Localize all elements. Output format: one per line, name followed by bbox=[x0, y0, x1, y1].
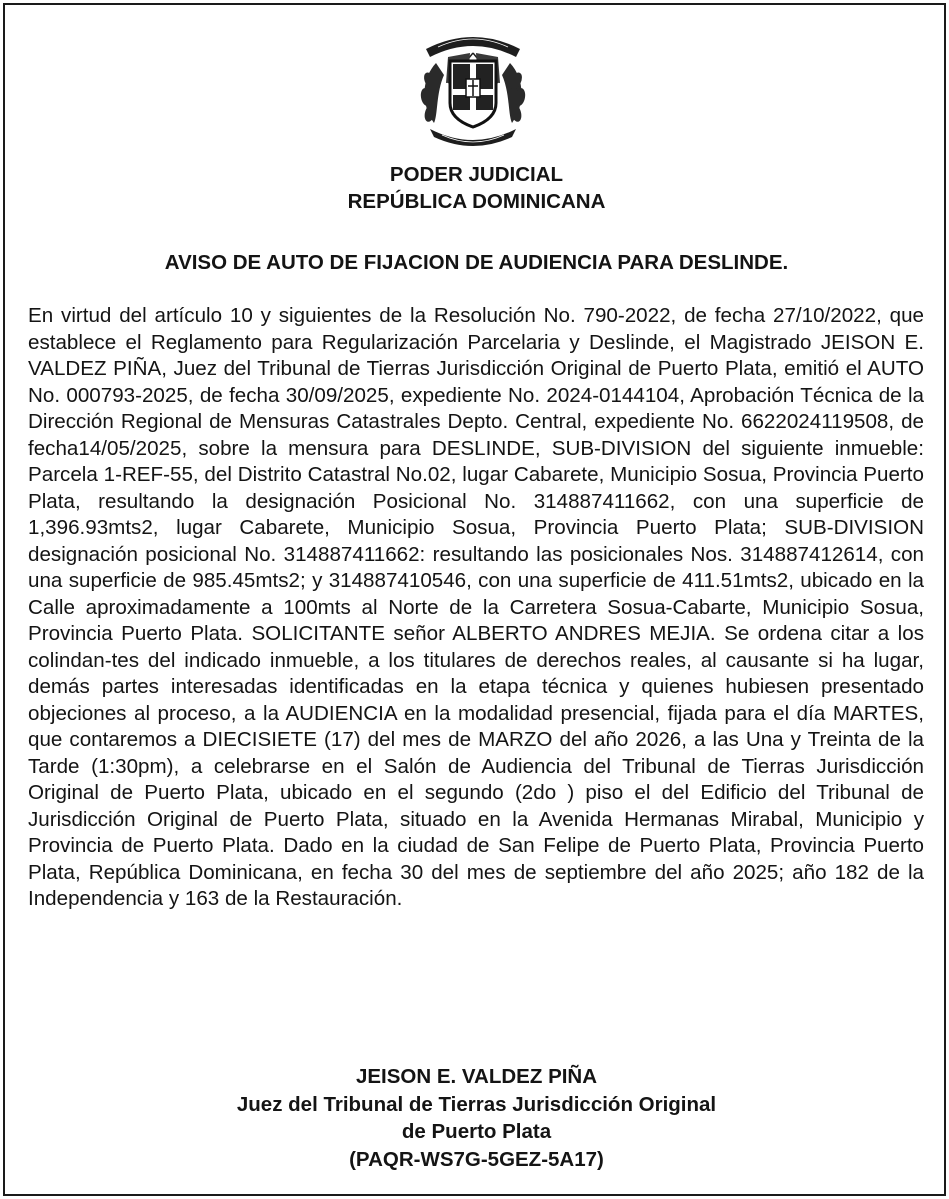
notice-title: AVISO DE AUTO DE FIJACION DE AUDIENCIA PARA DESLINDE. bbox=[164, 251, 789, 274]
header-line-2: REPÚBLICA DOMINICANA bbox=[347, 190, 606, 213]
notice-body: En virtud del artículo 10 y siguientes de la Resolución No. 790-2022, de fecha 27/10/2022, que establece el Reglamento para Regularización Parcelaria y Deslinde, el Magistrado JEISON E. VALDEZ PIÑA, Juez del Tribunal de Tierras Jurisdicción Original de Puerto Plata, emitió el AUTO No. 000793-2025, de fecha 30/09/2025, expediente No. 2024-0144104, Aprobación Técnica de la Dirección Regional de Mensuras Catastrales Depto. Central, expediente No. 6622024119508, de fecha14/05/2025, sobre la mensura para DESLINDE, SUB-DIVISION del siguiente inmueble: Parcela 1-REF-55, del Distrito Catastral No.02, lugar Cabarete, Municipio Sosua, Provincia Puerto Plata, resultando la designación Posicional No. 314887411662, con una superficie de 1,396.93mts2, lugar Cabarete, Municipio Sosua, Provincia Puerto Plata; SUB-DIVISION designación posicional No. 314887411662: resultando las posicionales Nos. 314887412614, con una superficie de 985.45mts2; y 314887410546, con una superficie de 411.51mts2, ubicado en la Calle aproximadamente a 100mts al Norte de la Carretera Sosua-Cabarte, Municipio Sosua, Provincia Puerto Plata. SOLICITANTE señor ALBERTO ANDRES MEJIA. Se ordena citar a los colindan-tes del indicado inmueble, a los titulares de derechos reales, al causante si ha lugar, demás partes interesadas identificadas en la etapa técnica y quienes hubiesen presentado objeciones al proceso, a la AUDIENCIA en la modalidad presencial, fijada para el día MARTES, que contaremos a DIECISIETE (17) del mes de MARZO del año 2026, a las Una y Treinta de la Tarde (1:30pm), a celebrarse en el Salón de Audiencia del Tribunal de Tierras Jurisdicción Original de Puerto Plata, ubicado en el segundo (2do ) piso el del Edificio del Tribunal de Jurisdicción Original de Puerto Plata, situado en la Avenida Hermanas Mirabal, Municipio y Provincia de Puerto Plata. Dado en la ciudad de San Felipe de Puerto Plata, Provincia Puerto Plata, República Dominicana, en fecha 30 del mes de septiembre del año 2025; año 182 de la Independencia y 163 de la Restauración. bbox=[28, 304, 924, 910]
notice-frame bbox=[3, 3, 946, 1196]
coat-of-arms-icon bbox=[408, 23, 538, 153]
signature-name: JEISON E. VALDEZ PIÑA bbox=[355, 1065, 598, 1088]
signature-code: (PAQR-WS7G-5GEZ-5A17) bbox=[349, 1148, 604, 1171]
signature-title-line-1: Juez del Tribunal de Tierras Jurisdicción Original bbox=[236, 1093, 717, 1116]
signature-title-line-2: de Puerto Plata bbox=[401, 1120, 552, 1143]
header-line-1: PODER JUDICIAL bbox=[389, 163, 564, 186]
